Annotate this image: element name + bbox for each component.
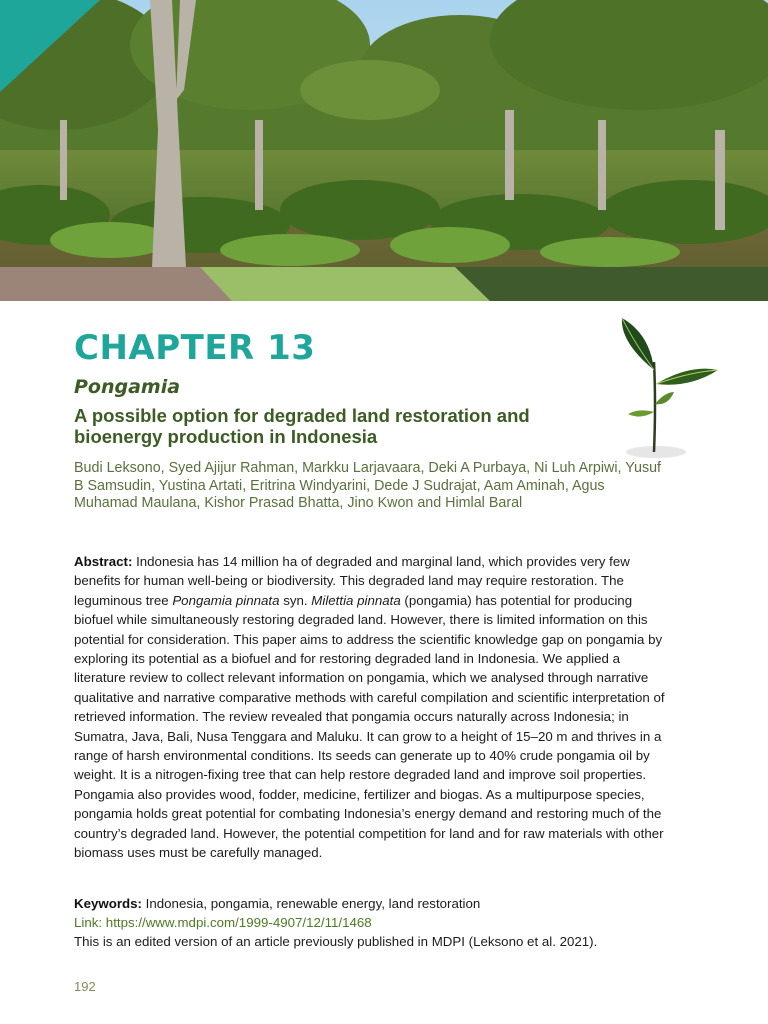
species-name-2: Milettia pinnata [311, 592, 401, 608]
abstract-text-2: syn. [279, 592, 312, 608]
page-number: 192 [74, 979, 96, 994]
source-link-url[interactable]: https://www.mdpi.com/1999-4907/12/11/1468 [105, 915, 372, 930]
decorative-stripe [0, 267, 768, 301]
keywords-text: Indonesia, pongamia, renewable energy, land restoration [141, 896, 481, 911]
chapter-subtitle: A possible option for degraded land restoration and bioenergy production in Indonesia [74, 405, 530, 447]
link-label: Link: [74, 915, 103, 930]
source-link-line[interactable] [74, 913, 372, 932]
chapter-label: CHAPTER 13 [74, 328, 316, 368]
abstract-paragraph [74, 552, 674, 863]
edition-note: This is an edited version of an article previously published in MDPI (Leksono et al. 2021). [74, 934, 598, 949]
abstract-label: Abstract: [74, 554, 133, 569]
abstract-text-1: Indonesia has 14 million ha of degraded and marginal land, which provides very few benefits for human well-being or biodiversity. This degraded land may require restoration. The leguminous tree [74, 554, 630, 608]
header-photo [0, 0, 768, 267]
abstract-text-3: (pongamia) has potential for producing biofuel while simultaneously restoring degraded land. However, there is limited information on this potential for consideration. This paper aims to address the scientific knowledge gap on pongamia by exploring its potential as a biofuel and for restoring degraded land in Indonesia. We applied a literature review to collect relevant information on pongamia, which we analysed through narrative qualitative and narrative comparative methods with careful compilation and scientific interpretation of retrieved information. The review revealed that pongamia occurs naturally across Indonesia; in Sumatra, Java, Bali, Nusa Tenggara and Maluku. It can grow to a height of 15–20 m and thrives in a range of harsh environmental conditions. Its seeds can generate up to 40% crude pongamia oil by weight. It is a nitrogen-fixing tree that can help restore degraded land and improve soil properties. Pongamia also provides wood, fodder, medicine, fertilizer and biogas. As a multipurpose species, pongamia holds great potential for combating Indonesia’s energy demand and restoring much of the country’s degraded land. However, the potential competition for land and for raw materials with other biomass uses must be carefully managed. [74, 592, 665, 861]
species-name-1: Pongamia pinnata [172, 592, 280, 608]
chapter-title: Pongamia [74, 376, 181, 398]
author-list: Budi Leksono, Syed Ajijur Rahman, Markku Larjavaara, Deki A Purbaya, Ni Luh Arpiwi, Yusuf B Samsudin, Yustina Artati, Eritrina Windyarini, Dede J Sudrajat, Aam Aminah, Agus Muhamad Maulana, Kishor Prasad Bhatta, Jino Kwon and Himlal Baral [74, 460, 662, 511]
sapling-illustration [610, 312, 725, 467]
keywords-label: Keywords: [74, 896, 142, 911]
keywords-line [74, 894, 480, 913]
